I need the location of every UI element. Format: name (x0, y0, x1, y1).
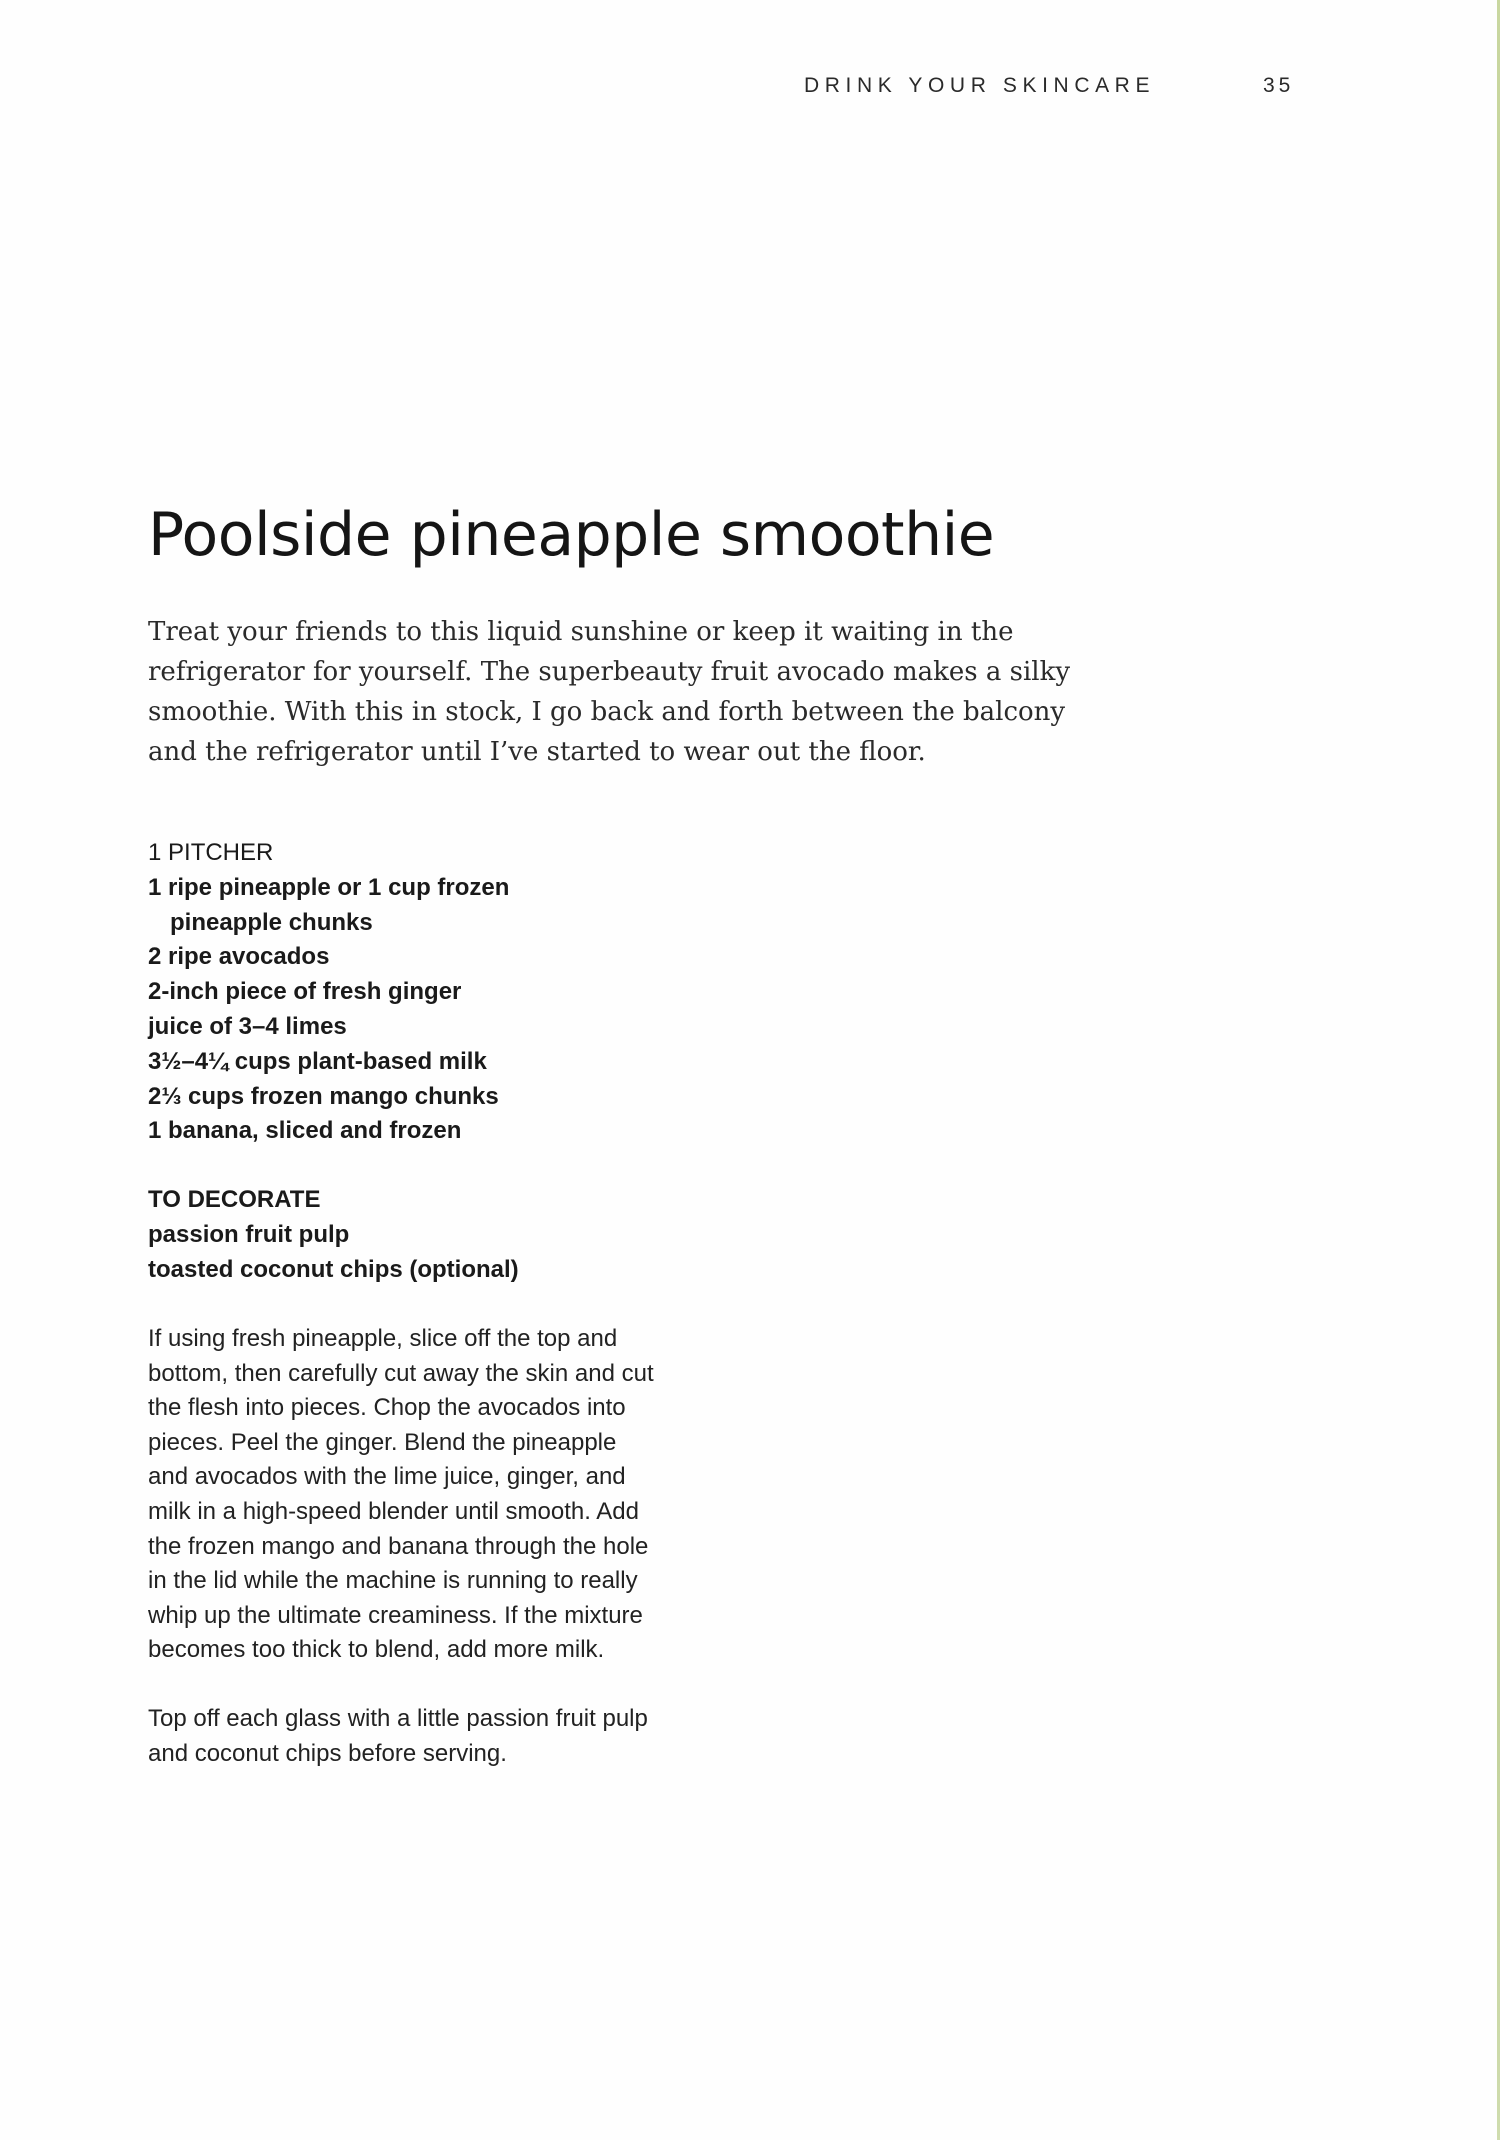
method-line: in the lid while the machine is running to really (148, 1567, 638, 1595)
method-section (148, 1322, 788, 1771)
recipe-intro (148, 612, 1158, 772)
ingredient-item: 2 ripe avocados (148, 943, 330, 971)
method-line: pieces. Peel the ginger. Blend the pineapple (148, 1428, 617, 1456)
method-line: milk in a high-speed blender until smooth. Add (148, 1497, 639, 1525)
ingredient-item: 3½–4¼ cups plant-based milk (148, 1047, 487, 1075)
running-head (804, 74, 1294, 104)
running-title: DRINK YOUR SKINCARE (804, 74, 1156, 97)
method-line: and avocados with the lime juice, ginger, and (148, 1463, 626, 1491)
method-line: the frozen mango and banana through the hole (148, 1532, 649, 1560)
method-line: whip up the ultimate creaminess. If the mixture (148, 1601, 643, 1629)
decorate-item: passion fruit pulp (148, 1220, 350, 1248)
intro-line: Treat your friends to this liquid sunshine or keep it waiting in the (148, 617, 1014, 647)
ingredients-list (148, 836, 768, 1149)
method-line: If using fresh pineapple, slice off the top and (148, 1325, 618, 1352)
ingredient-item: 1 banana, sliced and frozen (148, 1117, 462, 1145)
method-line: and coconut chips before serving. (148, 1739, 507, 1767)
method-line: bottom, then carefully cut away the skin and cut (148, 1359, 654, 1387)
method-paragraph (148, 1322, 788, 1668)
ingredient-item: 2⅓ cups frozen mango chunks (148, 1082, 499, 1110)
page-number: 35 (1263, 74, 1295, 97)
ingredient-item-continuation: pineapple chunks (170, 908, 373, 936)
serving-paragraph (148, 1702, 788, 1771)
decorate-section (148, 1183, 768, 1287)
ingredient-item: 1 ripe pineapple or 1 cup frozen (148, 873, 510, 901)
recipe-yield: 1 PITCHER (148, 839, 274, 866)
decorate-heading: TO DECORATE (148, 1186, 321, 1213)
recipe-title: Poolside pineapple smoothie (148, 500, 995, 570)
intro-line: and the refrigerator until I’ve started to wear out the floor. (148, 737, 926, 767)
ingredient-item: 2-inch piece of fresh ginger (148, 978, 462, 1006)
decorate-item: toasted coconut chips (optional) (148, 1255, 519, 1283)
method-line: Top off each glass with a little passion fruit pulp (148, 1704, 648, 1732)
method-line: the flesh into pieces. Chop the avocados into (148, 1394, 626, 1422)
ingredient-item: juice of 3–4 limes (148, 1012, 347, 1040)
intro-line: smoothie. With this in stock, I go back and forth between the balcony (148, 697, 1066, 727)
method-line: becomes too thick to blend, add more milk. (148, 1636, 605, 1664)
intro-line: refrigerator for yourself. The superbeauty fruit avocado makes a silky (148, 657, 1071, 687)
